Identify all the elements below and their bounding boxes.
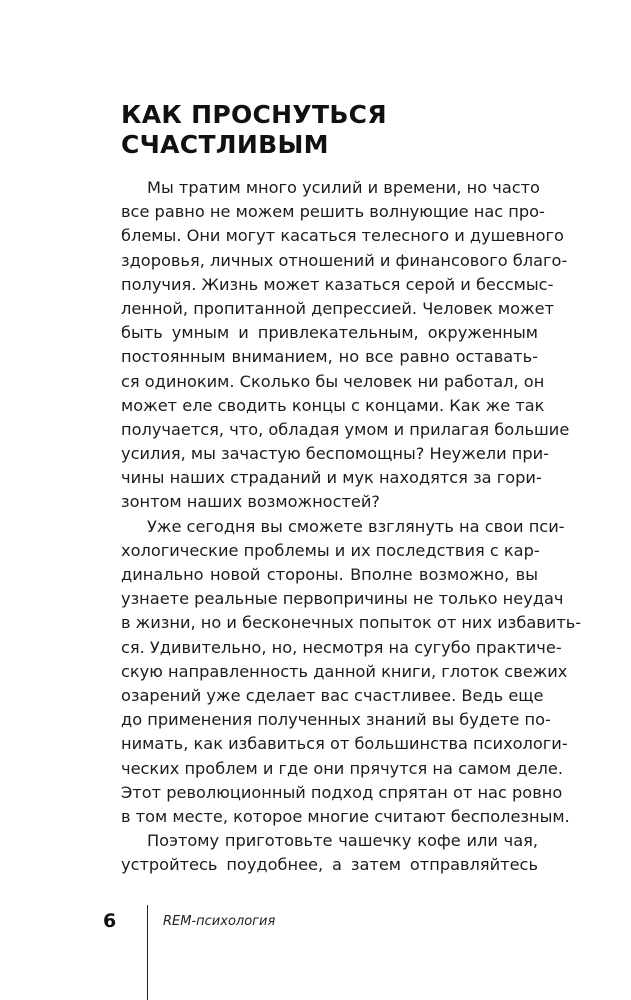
paragraph [121,176,570,515]
paragraph [121,829,538,877]
text-line: ся одиноким. Сколько бы человек ни работал, он [121,371,545,391]
text-line: получается, что, обладая умом и прилагая большие [121,419,570,439]
footer-divider [147,905,148,1000]
text-line: скую направленность данной книги, глоток свежих [121,661,568,681]
paragraph [121,515,582,829]
text-line: до применения полученных знаний вы будете по- [121,710,551,730]
text-line: зонтом наших возможностей? [121,492,380,512]
text-line: все равно не можем решить волнующие нас про- [121,202,545,222]
text-line: получия. Жизнь может казаться серой и бессмыс- [121,274,554,294]
text-line: в том месте, которое многие считают бесполезным. [121,806,570,826]
text-line: динально новой стороны. Вполне возможно, вы [121,565,538,584]
chapter-title [121,100,541,160]
text-line: Поэтому приготовьте чашечку кофе или чая, [147,831,538,851]
text-line: может еле сводить концы с концами. Как же так [121,395,545,415]
body-text [121,176,582,877]
text-line: здоровья, личных отношений и финансового благо- [121,250,568,270]
text-line: узнаете реальные первопричины не только неудач [121,589,564,609]
text-line: быть умным и привлекательным, окруженным [121,323,538,343]
text-line: в жизни, но и бесконечных попыток от них избавить- [121,613,582,633]
text-line: ся. Удивительно, но, несмотря на сугубо практиче- [121,637,562,657]
text-line: ческих проблем и где они прячутся на самом деле. [121,758,563,778]
text-line: постоянным вниманием, но все равно оставать- [121,347,538,367]
text-line: Уже сегодня вы сможете взглянуть на свои пси- [147,516,565,536]
text-line: блемы. Они могут касаться телесного и душевного [121,226,564,246]
chapter-title-line: КАК ПРОСНУТЬСЯ [121,100,387,129]
text-line: ленной, пропитанной депрессией. Человек может [121,298,555,318]
text-line: хологические проблемы и их последствия с кар- [121,540,540,560]
text-line: Мы тратим много усилий и времени, но часто [147,178,540,197]
text-line: нимать, как избавиться от большинства психологи- [121,734,568,754]
text-line: Этот революционный подход спрятан от нас ровно [121,782,563,802]
text-line: озарений уже сделает вас счастливее. Ведь еще [121,685,544,705]
text-line: чины наших страданий и мук находятся за гори- [121,468,542,488]
chapter-title-line: СЧАСТЛИВЫМ [121,130,329,159]
page-number: 6 [103,910,117,932]
running-title: REM-психология [163,914,276,929]
text-line: устройтесь поудобнее, а затем отправляйтесь [121,855,538,875]
text-line: усилия, мы зачастую беспомощны? Неужели при- [121,444,550,464]
